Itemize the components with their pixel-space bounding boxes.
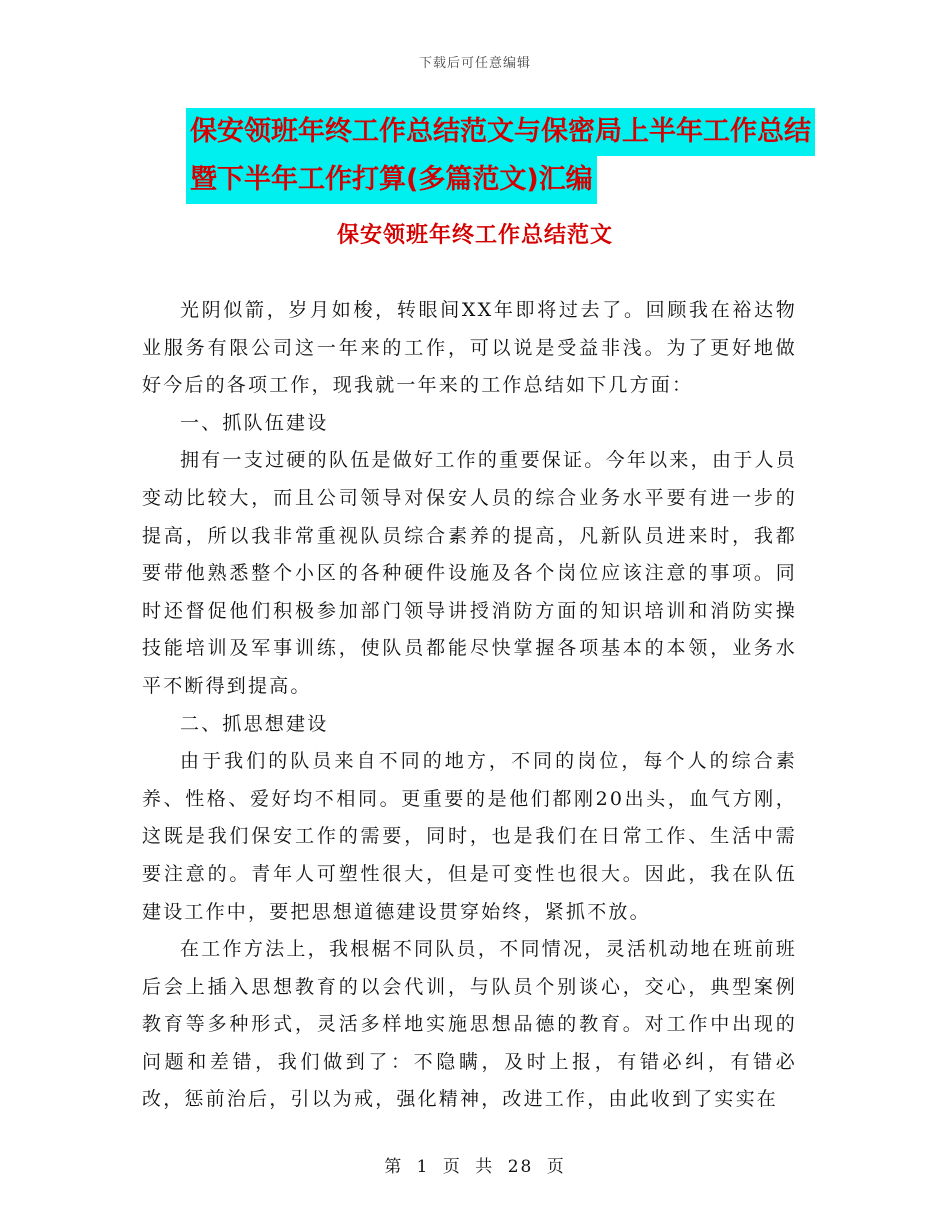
paragraph-ideology-building: 由于我们的队员来自不同的地方，不同的岗位，每个人的综合素养、性格、爱好均不相同。更重要的是他们都刚20出头，血气方刚，这既是我们保安工作的需要，同时，也是我们在日常工作、生活中需要注意的。青年人可塑性很大，但是可变性也很大。因此，我在队伍建设工作中，要把思想道德建设贯穿始终，紧抓不放。 bbox=[142, 750, 797, 923]
title-line-1: 保安领班年终工作总结范文与保密局上半年工作总结 bbox=[186, 108, 815, 156]
heading-ideology-building: 二、抓思想建设 bbox=[180, 712, 329, 735]
document-body bbox=[142, 292, 797, 1119]
paragraph-work-methods: 在工作方法上，我根椐不同队员，不同情况，灵活机动地在班前班后会上插入思想教育的以会代训，与队员个别谈心，交心，典型案例教育等多种形式，灵活多样地实施思想品德的教育。对工作中出现的问题和差错，我们做到了：不隐瞒，及时上报，有错必纠，有错必改，惩前治后，引以为戒，强化精神，改进工作，由此收到了实实在 bbox=[142, 938, 797, 1111]
paragraph-team-building: 拥有一支过硬的队伍是做好工作的重要保证。今年以来，由于人员变动比较大，而且公司领导对保安人员的综合业务水平要有进一步的提高，所以我非常重视队员综合素养的提高，凡新队员进来时，我都要带他熟悉整个小区的各种硬件设施及各个岗位应该注意的事项。同时还督促他们积极参加部门领导讲授消防方面的知识培训和消防实操技能培训及军事训练，使队员都能尽快掌握各项基本的本领，业务水平不断得到提高。 bbox=[142, 449, 797, 697]
footer-ye-2: 页 bbox=[546, 1157, 566, 1177]
heading-team-building: 一、抓队伍建设 bbox=[180, 411, 329, 434]
footer-ye: 页 bbox=[442, 1157, 462, 1177]
page-footer bbox=[0, 1152, 950, 1177]
footer-gong: 共 bbox=[475, 1157, 495, 1177]
footer-total-pages: 28 bbox=[507, 1157, 534, 1177]
paragraph-intro: 光阴似箭，岁月如梭，转眼间XX年即将过去了。回顾我在裕达物业服务有限公司这一年来的工作，可以说是受益非浅。为了更好地做好今后的各项工作，现我就一年来的工作总结如下几方面： bbox=[142, 299, 797, 397]
section-title: 保安领班年终工作总结范文 bbox=[336, 223, 613, 248]
document-title bbox=[186, 108, 826, 204]
page-header-note: 下载后可任意编辑 bbox=[418, 56, 531, 71]
footer-page-number: 1 bbox=[416, 1157, 430, 1177]
footer-di: 第 bbox=[384, 1157, 404, 1177]
title-line-2: 暨下半年工作打算(多篇范文)汇编 bbox=[186, 156, 597, 204]
